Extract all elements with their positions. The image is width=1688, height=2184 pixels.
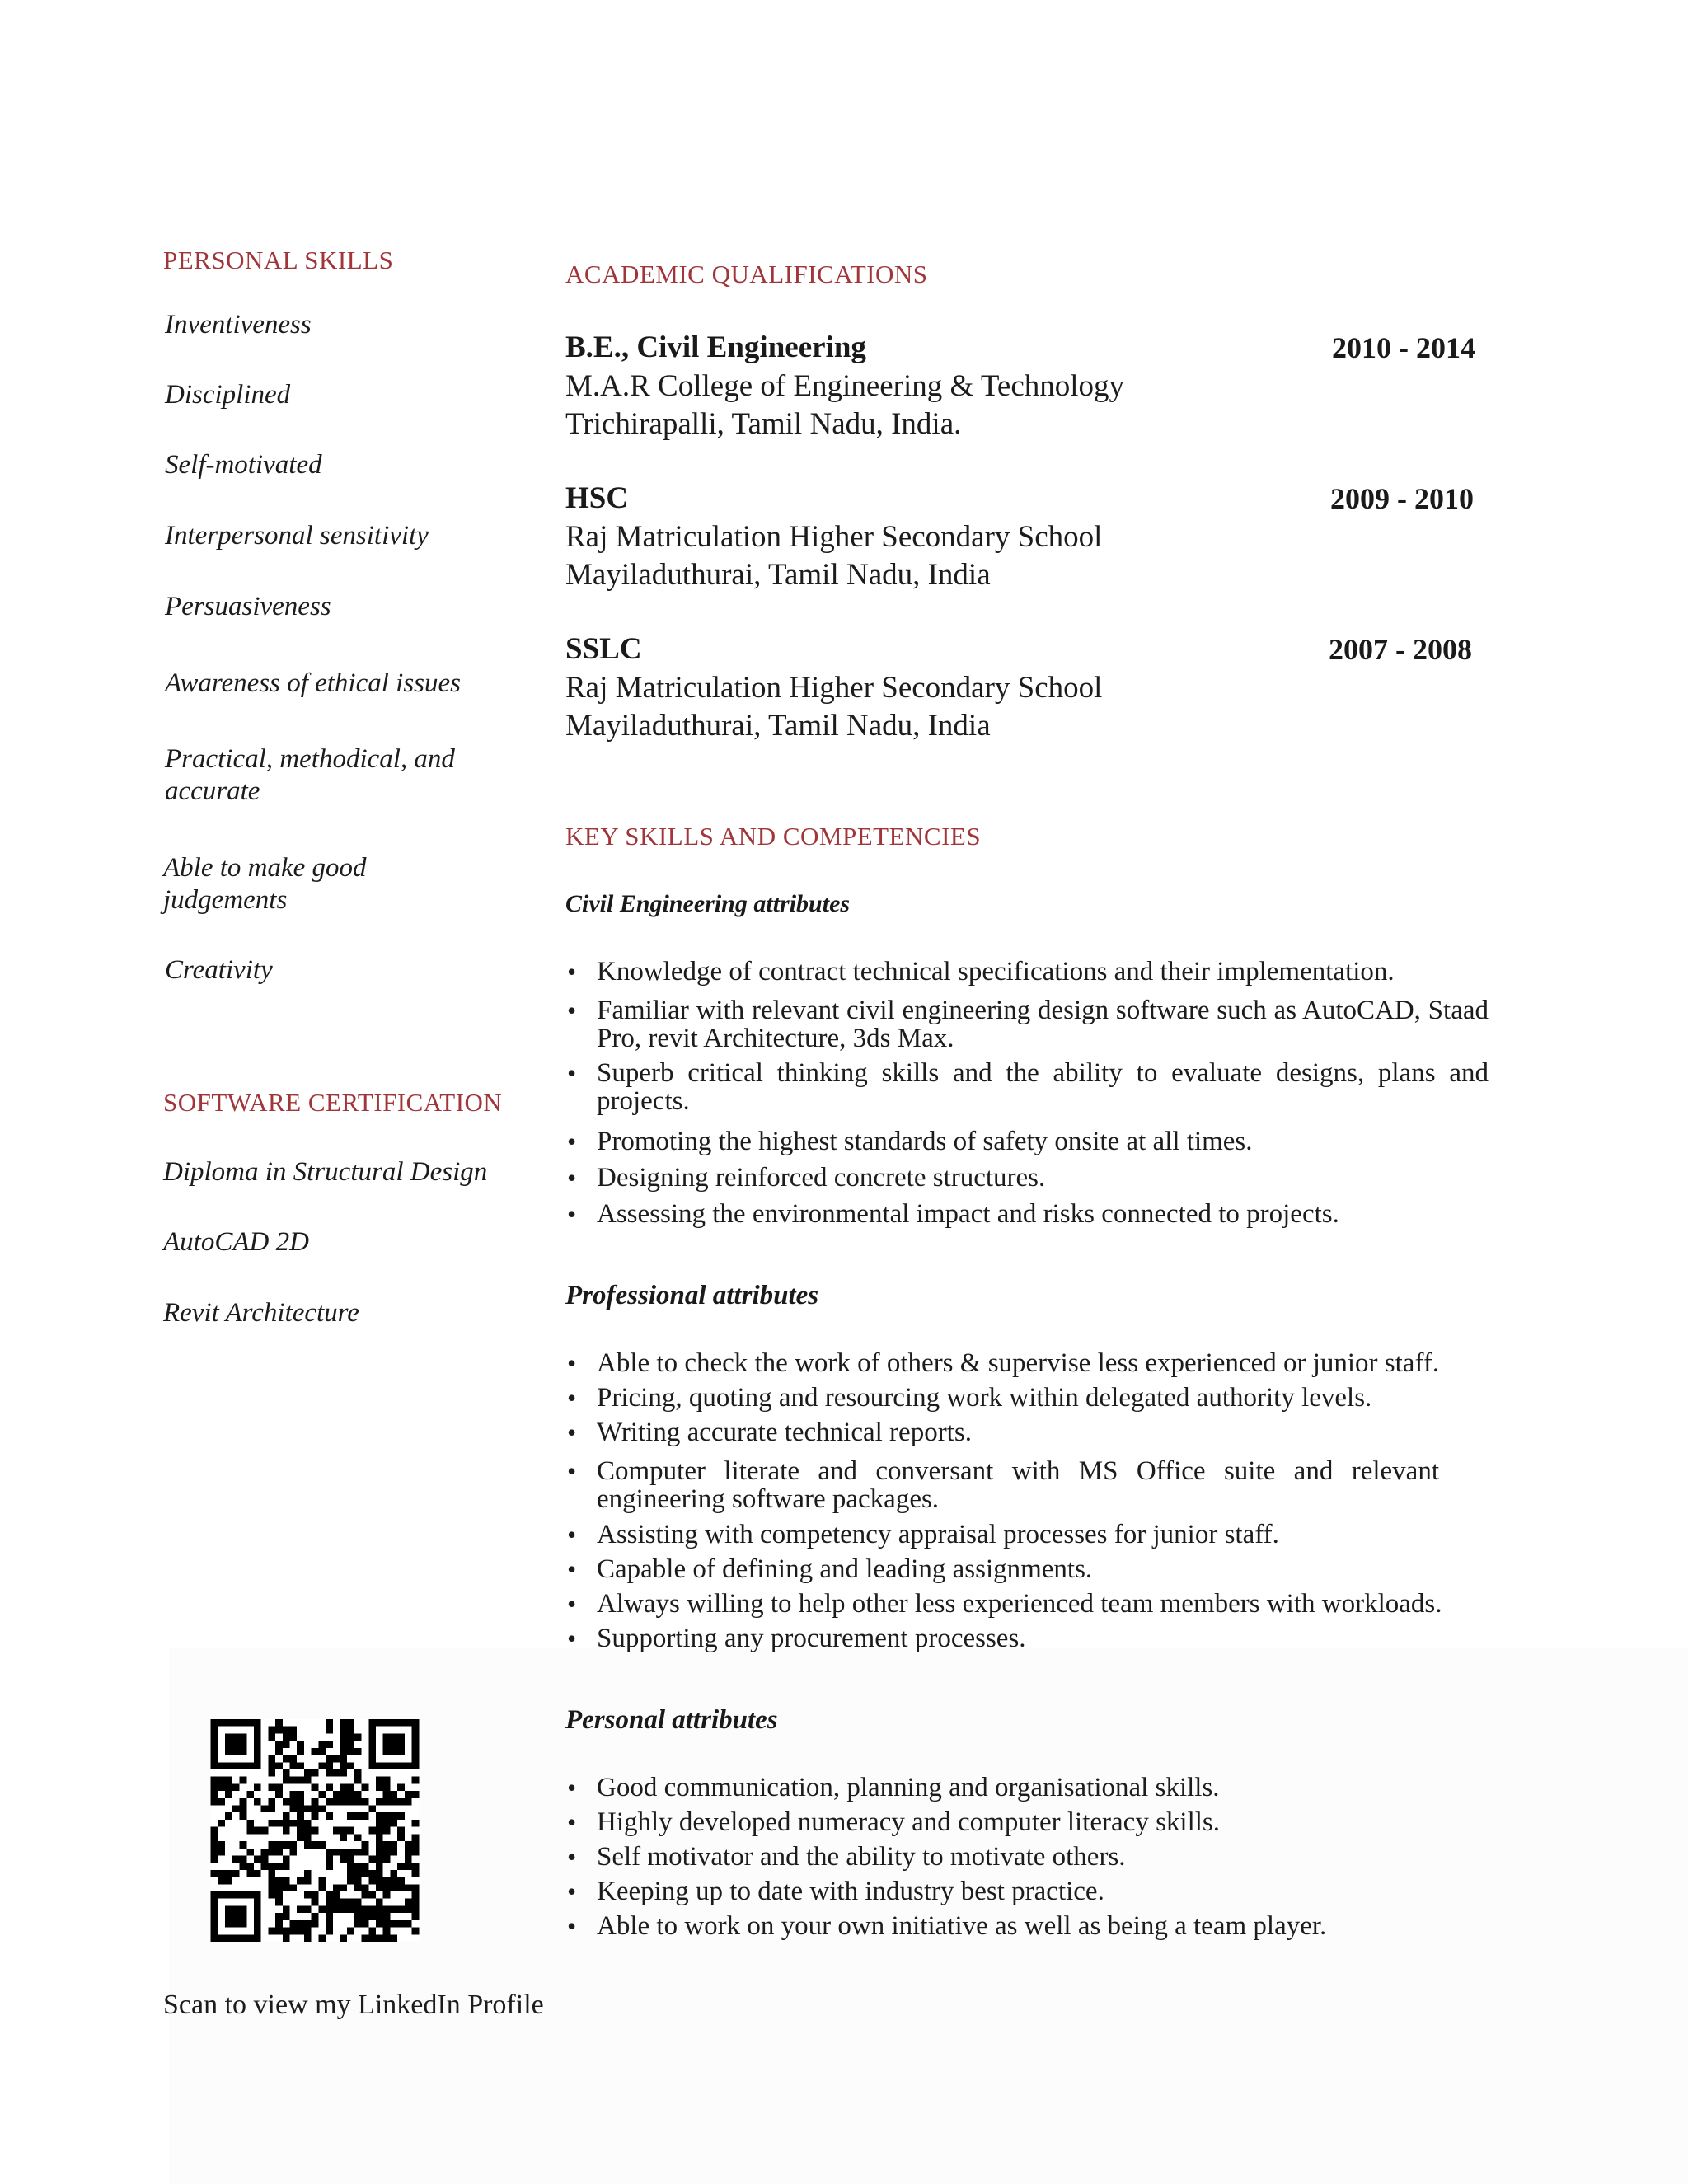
institution-location: Trichirapalli, Tamil Nadu, India. <box>565 407 962 441</box>
list-item: • Able to work on your own initiative as well as being a team player. <box>565 1912 1489 1940</box>
software-item: AutoCAD 2D <box>163 1227 309 1257</box>
key-skills-title: KEY SKILLS AND COMPETENCIES <box>565 822 982 851</box>
personal-attributes-heading: Personal attributes <box>565 1705 778 1735</box>
list-item: • Assisting with competency appraisal processes for junior staff. <box>565 1521 1489 1549</box>
list-item: • Pricing, quoting and resourcing work within delegated authority levels. <box>565 1384 1489 1412</box>
degree-years: 2010 - 2014 <box>1332 331 1475 364</box>
list-item: • Assessing the environmental impact and risks connected to projects. <box>565 1200 1489 1228</box>
list-item: • Supporting any procurement processes. <box>565 1624 1489 1652</box>
institution-name: Raj Matriculation Higher Secondary School <box>565 520 1103 554</box>
institution-name: Raj Matriculation Higher Secondary School <box>565 671 1103 705</box>
qr-caption: Scan to view my LinkedIn Profile <box>163 1990 544 2020</box>
list-item: • Knowledge of contract technical specifications and their implementation. <box>565 958 1489 986</box>
list-item: • Able to check the work of others & supervise less experienced or junior staff. <box>565 1349 1489 1377</box>
personal-skills-title: PERSONAL SKILLS <box>163 246 394 274</box>
personal-skill-item: Awareness of ethical issues <box>165 668 462 698</box>
personal-skill-item: Practical, methodical, and accurate <box>165 744 455 806</box>
software-item: Revit Architecture <box>163 1298 359 1328</box>
list-item: • Writing accurate technical reports. <box>565 1418 1489 1446</box>
list-item: • Self motivator and the ability to motivate others. <box>565 1843 1489 1871</box>
list-item: • Always willing to help other less experienced team members with workloads. <box>565 1590 1489 1618</box>
list-item: • Superb critical thinking skills and the ability to evaluate designs, plans and projects. <box>565 1059 1489 1115</box>
institution-location: Mayiladuthurai, Tamil Nadu, India <box>565 709 991 743</box>
personal-skill-item: Able to make good judgements <box>163 853 367 915</box>
professional-attributes-heading: Professional attributes <box>565 1281 819 1310</box>
personal-skill-item: Disciplined <box>165 380 291 410</box>
personal-skill-item: Inventiveness <box>165 310 312 340</box>
personal-skill-item: Persuasiveness <box>165 592 331 621</box>
list-item: • Designing reinforced concrete structures. <box>565 1164 1489 1192</box>
list-item: • Keeping up to date with industry best practice. <box>565 1877 1489 1905</box>
software-certification-title: SOFTWARE CERTIFICATION <box>163 1088 503 1117</box>
list-item: • Good communication, planning and organisational skills. <box>565 1774 1489 1802</box>
degree-years: 2009 - 2010 <box>1330 482 1474 515</box>
institution-location: Mayiladuthurai, Tamil Nadu, India <box>565 558 991 592</box>
personal-skill-item: Creativity <box>165 955 273 985</box>
degree-title: B.E., Civil Engineering <box>565 330 866 364</box>
personal-skill-item: Interpersonal sensitivity <box>165 521 429 551</box>
list-item: • Computer literate and conversant with MS Office suite and relevant engineering software packages. <box>565 1457 1439 1513</box>
list-item: • Highly developed numeracy and computer literacy skills. <box>565 1808 1489 1836</box>
qr-code-icon[interactable] <box>209 1719 420 1942</box>
institution-name: M.A.R College of Engineering & Technology <box>565 369 1125 403</box>
civil-attributes-heading: Civil Engineering attributes <box>565 890 851 917</box>
degree-title: HSC <box>565 481 629 515</box>
degree-years: 2007 - 2008 <box>1329 633 1472 666</box>
list-item: • Familiar with relevant civil engineering design software such as AutoCAD, Staad Pro, revit Architecture, 3ds Max. <box>565 996 1489 1052</box>
degree-title: SSLC <box>565 632 642 666</box>
list-item: • Capable of defining and leading assignments. <box>565 1555 1489 1583</box>
personal-skill-item: Self-motivated <box>165 450 322 480</box>
list-item: • Promoting the highest standards of safety onsite at all times. <box>565 1127 1489 1155</box>
academic-title: ACADEMIC QUALIFICATIONS <box>565 260 928 288</box>
software-item: Diploma in Structural Design <box>163 1157 488 1187</box>
